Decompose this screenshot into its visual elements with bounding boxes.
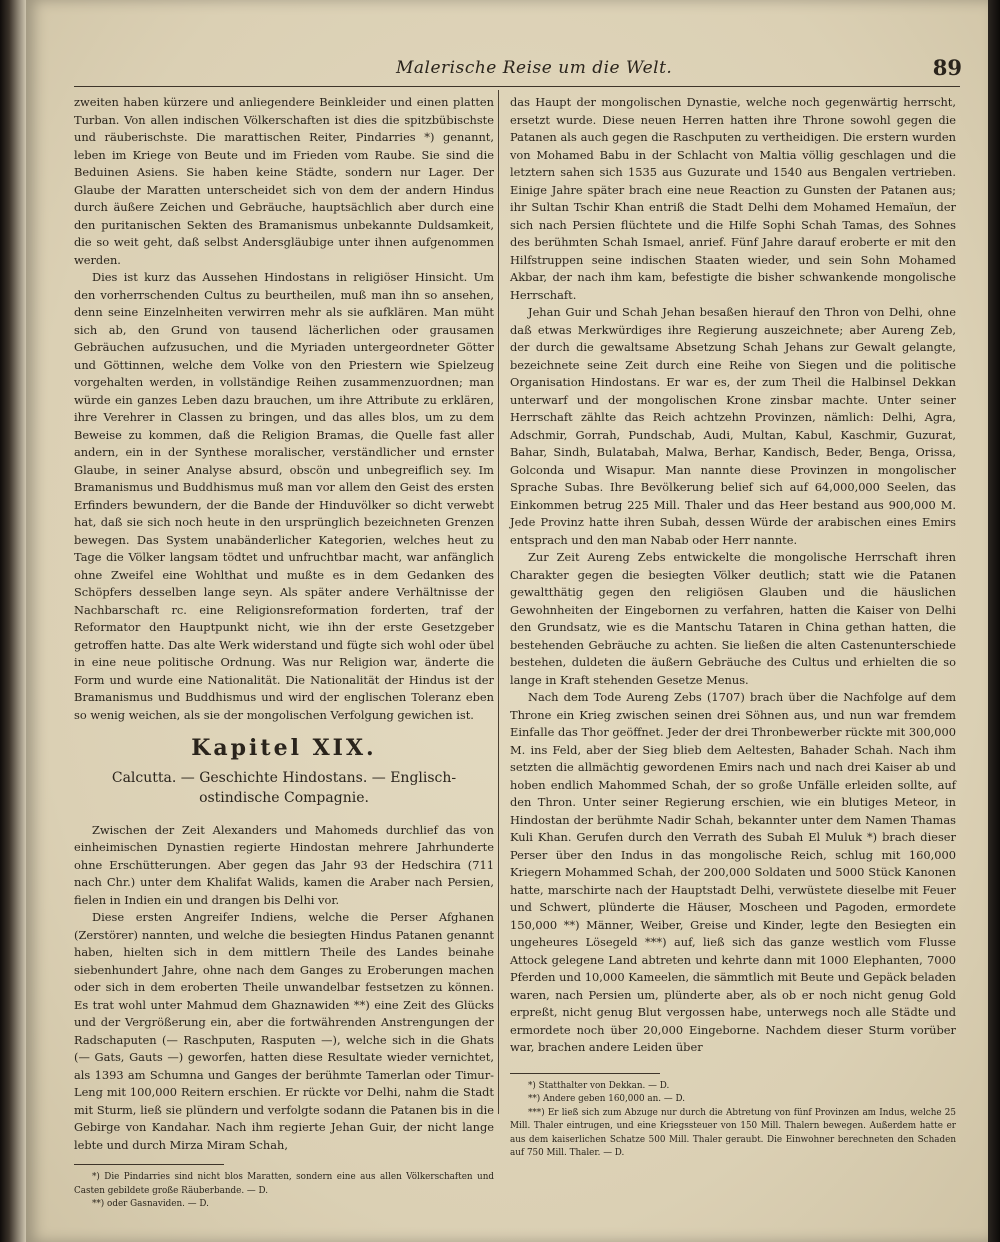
chapter-title: Kapitel XIX. [191, 735, 377, 761]
paragraph: zweiten haben kürzere und anliegendere Beinkleider und einen platten Turban. Von allen indischen Völkerschaften ist dies die spitzbübischste und räuberischste. Die marattischen Reiter, Pindarries *) genannt, leben im Kriege von Beute und im Frieden vom Raube. Sie sind die Beduinen Asiens. Sie haben keine Städte, sondern nur Lager. Der Glaube der Maratten unterscheidet sich von dem der andern Hindus durch äußere Zeichen und Gebräuche, hauptsächlich aber durch eine den puritanischen Sekten des Bramanismus unbekannte Duldsamkeit, die so weit geht, daß selbst Andersgläubige unter ihnen aufgenommen werden. [74, 95, 494, 267]
footnote-rule [510, 1073, 660, 1074]
paragraph: Diese ersten Angreifer Indiens, welche die Perser Afghanen (Zerstörer) nannten, und welche die besiegten Hindus Patanen genannt haben, hielten sich in dem mittlern Theile des Landes beinahe siebenhundert Jahre, ohne nach dem Ganges zu Eroberungen machen oder sich in dem eroberten Theile unwandelbar festsetzen zu können. Es trat wohl unter Mahmud dem Ghaznawiden **) eine Zeit des Glücks und der Vergrößerung ein, aber die fortwährenden Anstrengungen der Radschaputen (— Raschputen, Rasputen —), welche sich in die Ghats (— Gats, Gauts —) geworfen, hatten diese Resultate wieder vernichtet, als 1393 am Schumna und Ganges der berühmte Tamerlan oder Timur-Leng mit 100,000 Reitern erschien. Er rückte vor Delhi, nahm die Stadt mit Sturm, ließ sie plündern und verfolgte sodann die Patanen bis in die Gebirge von Kandahar. Nach ihm regierte Jehan Guir, der nicht lange lebte und durch Mirza Miram Schah, [74, 910, 494, 1152]
book-page [26, 0, 988, 1242]
footnote: **) Andere geben 160,000 an. — D. [528, 1094, 686, 1104]
paragraph: das Haupt der mongolischen Dynastie, welche noch gegenwärtig herrscht, ersetzt wurde. Diese neuen Herren hatten ihre Throne sowohl gegen die Patanen als auch gegen die Raschputen zu vertheidigen. Die erstern wurden von Mohamed Babu in der Schlacht von Maltia völlig geschlagen und die letztern sahen sich 1535 aus Guzurate und 1540 aus Bengalen vertrieben. Einige Jahre später brach eine neue Reaction zu Gunsten der Patanen aus; ihr Sultan Tschir Khan entriß die Stadt Delhi dem Mohamed Hemaïun, der sich nach Persien flüchtete und die Hilfe Sophi Schah Tamas, des Sohnes des berühmten Schah Ismael, anrief. Fünf Jahre darauf eroberte er mit den Hilfstruppen seine indischen Staaten wieder, und sein Sohn Mohamed Akbar, der nach ihm kam, befestigte die bisher schwankende mongolische Herrschaft. [510, 95, 956, 302]
book-binding-edge [0, 0, 26, 1242]
page-number: 89 [932, 55, 962, 80]
footnote: *) Die Pindarries sind nicht blos Maratten, sondern eine aus allen Völkerschaften und Casten gebildete große Räuberbande. — D. [74, 1172, 494, 1196]
chapter-subtitle: Calcutta. — Geschichte Hindostans. — Englisch-ostindische Compagnie. [111, 769, 457, 806]
paragraph: Nach dem Tode Aureng Zebs (1707) brach über die Nachfolge auf dem Throne ein Krieg zwischen seinen drei Söhnen aus, und nun war fremdem Einfalle das Thor geöffnet. Jeder der drei Thronbewerber rückte mit 300,000 M. ins Feld, aber der Sieg blieb dem Aeltesten, Bahader Schah. Nach ihm setzten die allmächtig gewordenen Emirs nach und nach drei Kaiser ab und hoben endlich Mahommed Schah, der so große Unfälle erleiden sollte, auf den Thron. Unter seiner Regierung erschien, wie ein blutiges Meteor, in Hindostan der berühmte Nadir Schah, bekannter unter dem Namen Thamas Kuli Khan. Gerufen durch den Verrath des Subah El Muluk *) brach dieser Perser über den Indus in das mongolische Reich, schlug mit 160,000 Kriegern Mohammed Schah, der 200,000 Soldaten und 5000 Stück Kanonen hatte, marschirte nach der Hauptstadt Delhi, verwüstete dieselbe mit Feuer und Schwert, plünderte die Häuser, Moscheen und Pagoden, ermordete 150,000 **) Männer, Weiber, Greise und Kinder, legte den Besiegten ein ungeheures Lösegeld ***) auf, ließ sich das ganze westlich vom Flusse Attock gelegene Land abtreten und kehrte dann mit 1000 Elephanten, 7000 Pferden und 10,000 Kameelen, die sämmtlich mit Beute und Gepäck beladen waren, nach Persien um, plünderte aber, als ob er noch nicht genug Gold erpreßt, nicht genug Blut vergossen habe, unterwegs noch alle Städte und ermordete noch über 20,000 Eingeborne. Nachdem dieser Sturm vorüber war, brachen andere Leiden über [510, 690, 956, 1054]
column-divider [498, 90, 499, 1114]
paragraph: Zwischen der Zeit Alexanders und Mahomeds durchlief das von einheimischen Dynastien regierte Hindostan mehrere Jahrhunderte ohne Erschütterungen. Aber gegen das Jahr 93 der Hedschira (711 nach Chr.) unter dem Khalifat Walids, kamen die Araber nach Persien, fielen in Indien ein und drangen bis Delhi vor. [74, 822, 494, 907]
book-cover-edge [988, 0, 1000, 1242]
footnote: *) Statthalter von Dekkan. — D. [528, 1080, 670, 1091]
running-title: Malerische Reise um die Welt. [396, 58, 673, 78]
footnote: ***) Er ließ sich zum Abzuge nur durch die Abtretung von fünf Provinzen am Indus, welche 25 Mill. Thaler eintrugen, und eine Kriegssteuer von 150 Mill. Thalern bewegen. Außerdem hatte er aus dem kaiserlichen Schatze 500 Mill. Thaler geraubt. Die Einwohner berechneten den Schaden auf 750 Mill. Thaler. — D. [510, 1107, 956, 1158]
paragraph: Jehan Guir und Schah Jehan besaßen hierauf den Thron von Delhi, ohne daß etwas Merkwürdiges ihre Regierung auszeichnete; aber Aureng Zeb, der durch die gewaltsame Absetzung Schah Jehans zur Gewalt gelangte, bezeichnete seine Zeit durch eine Reihe von Siegen und die politische Organisation Hindostans. Er war es, der zum Theil die Halbinsel Dekkan unterwarf und der mongolischen Krone zinsbar machte. Unter seiner Herrschaft zählte das Reich achtzehn Provinzen, nämlich: Delhi, Agra, Adschmir, Gorrah, Pundschab, Audi, Multan, Kabul, Kaschmir, Guzurat, Bahar, Sindh, Bulatabah, Malwa, Berhar, Kandisch, Beder, Benga, Orissa, Golconda und Wisapur. Man nannte diese Provinzen in mongolischer Sprache Subas. Ihre Bevölkerung belief sich auf 64,000,000 Seelen, das Einkommen betrug 225 Mill. Thaler und das Heer bestand aus 900,000 M. Jede Provinz hatte ihren Subah, dessen Würde der arabischen eines Emirs entsprach und den man Nabab oder Herr nannte. [510, 305, 956, 547]
left-column [74, 94, 494, 1212]
paragraph: Zur Zeit Aureng Zebs entwickelte die mongolische Herrschaft ihren Charakter gegen die besiegten Völker deutlich; statt wie die Patanen gewaltthätig gegen den religiösen Glauben und die häuslichen Gewohnheiten der Eingebornen zu verfahren, hatten die Kaiser von Delhi den Grundsatz, wie es die Mantschu Tataren in China gethan hatten, die bestehenden Gebräuche zu achten. Sie ließen die alten Castenunterschiede bestehen, duldeten die äußern Gebräuche des Cultus und erhielten die so lange in Kraft stehenden Gesetze Menus. [510, 550, 956, 687]
running-header [26, 55, 988, 84]
footnote-rule [74, 1164, 224, 1165]
paragraph: Dies ist kurz das Aussehen Hindostans in religiöser Hinsicht. Um den vorherrschenden Cultus zu beurtheilen, muß man ihn so ansehen, denn seine Einzelnheiten verwirren mehr als sie aufklären. Man müht sich ab, den Grund von tausend lächerlichen oder grausamen Gebräuchen aufzusuchen, und die Myriaden untergeordneter Götter und Göttinnen, welche dem Volke von den Priestern wie Spielzeug vorgehalten werden, in vollständige Reihen zusammenzuordnen; man würde ein ganzes Leben dazu brauchen, um ihre Attribute zu erklären, ihre Verehrer in Classen zu bringen, und das alles blos, um zu dem Beweise zu kommen, daß die Religion Bramas, die Quelle fast aller andern, ein in der Synthese moralischer, verständlicher und ernster Glaube, in seiner Analyse absurd, obscön und unbegreiflich sey. Im Bramanismus und Buddhismus muß man vor allem den Geist des ersten Erfinders bewundern, der die Bande der Hinduvölker so dicht verwebt hat, daß sie sich noch heute in den ursprünglich bezeichneten Grenzen bewegen. Das System unabänderlicher Kategorien, welches heut zu Tage die Völker langsam tödtet und unfruchtbar macht, war anfänglich ohne Zweifel eine Wohlthat und mußte es in dem Gedanken des Schöpfers desselben lange seyn. Als später andere Verhältnisse der Nachbarschaft rc. eine Religionsreformation forderten, traf der Reformator den Hauptpunkt nicht, wie ihn der erste Gesetzgeber getroffen hatte. Das alte Werk widerstand und fügte sich wohl oder übel in eine neue politische Ordnung. Was nur Religion war, änderte die Form und wurde eine Nationalität. Die Nationalität der Hindus ist der Bramanismus und Buddhismus und wird der englischen Toleranz eben so wenig weichen, als sie der mongolischen Verfolgung gewichen ist. [74, 270, 494, 722]
header-rule [74, 86, 960, 87]
footnote: **) oder Gasnaviden. — D. [92, 1199, 209, 1209]
right-column [510, 94, 956, 1161]
